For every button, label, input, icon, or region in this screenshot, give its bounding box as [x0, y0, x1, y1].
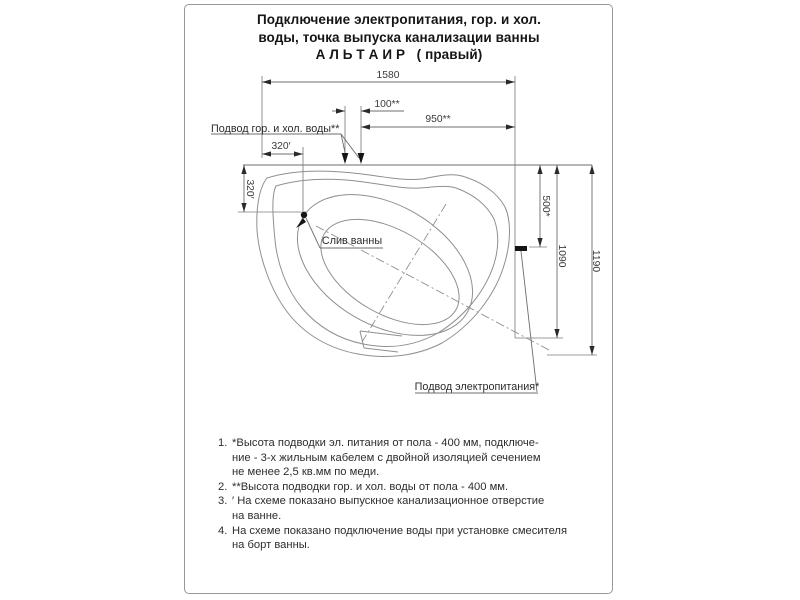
power-supply-label: Подвод электропитания*: [414, 381, 540, 393]
dim-label-100: 100**: [374, 99, 400, 110]
dim-label-950: 950**: [425, 114, 451, 125]
bathtub: [257, 166, 549, 365]
title-line-2: воды, точка выпуска канализации ванны: [258, 29, 540, 45]
title-line-1: Подключение электропитания, гор. и хол.: [257, 12, 541, 27]
water-supply-label: Подвод гор. и хол. воды**: [211, 123, 340, 135]
dim-label-1580: 1580: [376, 70, 400, 81]
note-1: [218, 436, 608, 480]
tub-bowl-rim: [273, 166, 498, 365]
note-3-line-1: ′ На схеме показано выпускное канализационное отверстие: [232, 495, 545, 508]
water-arrow-left: [342, 153, 349, 164]
callout-labels: [211, 123, 540, 393]
note-1-line-1: *Высота подводки эл. питания от пола - 400 мм, подключе-: [232, 437, 539, 449]
note-4-number: 4.: [218, 524, 228, 537]
note-1-line-3: не менее 2,5 кв.мм по меди.: [232, 466, 380, 479]
power-connection: [415, 246, 538, 393]
dim-label-320-top: 320′: [271, 141, 291, 152]
note-1-line-2: ние - 3-х жильным кабелем с двойной изоляцией сечением: [232, 451, 541, 464]
note-4-line-2: на борт ванны.: [232, 539, 310, 552]
center-axis-2: [362, 204, 446, 342]
tub-inner-rim: [273, 179, 498, 346]
note-4-line-1: На схеме показано подключение воды при установке смесителя: [232, 524, 568, 537]
note-2-line-1: **Высота подводки гор. и хол. воды от пола - 400 мм.: [232, 480, 509, 493]
note-3-line-2: на ванне.: [232, 509, 282, 522]
dim-label-320-left: 320′: [244, 179, 255, 199]
title-line-3: А Л Ь Т А И Р ( правый): [315, 47, 483, 62]
note-2-number: 2.: [218, 480, 228, 493]
note-3: [218, 494, 608, 523]
dim-label-500: 500*: [540, 195, 551, 217]
notes-block: [218, 436, 608, 553]
water-arrow-right: [358, 153, 365, 164]
note-3-number: 3.: [218, 495, 228, 508]
dim-label-1090: 1090: [556, 244, 567, 268]
drain-label: Слив ванны: [321, 235, 383, 247]
note-1-number: 1.: [218, 437, 228, 449]
tub-step-detail: [360, 331, 402, 352]
dim-label-1190: 1190: [590, 249, 601, 273]
power-connection-marker: [515, 246, 527, 251]
note-4: [218, 524, 608, 553]
note-2: [218, 480, 608, 495]
